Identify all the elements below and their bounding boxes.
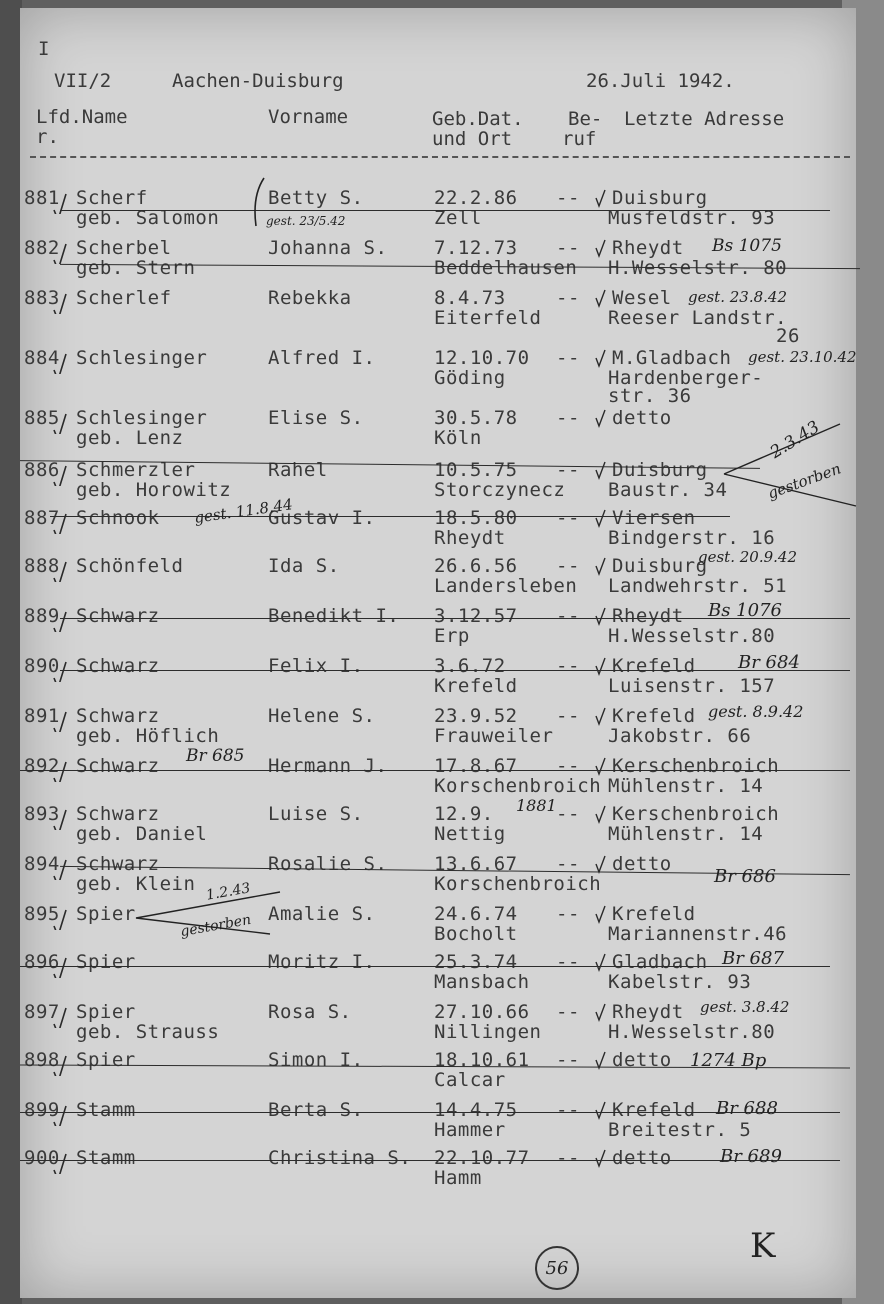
row-birthplace: Korschenbroich bbox=[434, 873, 602, 895]
row-firstname: Betty S. bbox=[268, 187, 364, 209]
row-address: Rheydt bbox=[612, 1001, 684, 1023]
col-header-name: Lfd.Name bbox=[36, 106, 128, 128]
row-birthplace: Hamm bbox=[434, 1167, 482, 1189]
row-firstname: Elise S. bbox=[268, 407, 364, 429]
row-surname: Schlesinger bbox=[76, 347, 208, 369]
col-header-adresse: Letzte Adresse bbox=[624, 108, 785, 130]
row-surname: Schwarz bbox=[76, 755, 160, 777]
row-number: 899 bbox=[24, 1099, 60, 1121]
row-birthdate: 12.9. bbox=[434, 803, 494, 825]
row-birthdate: 3.12.57 bbox=[434, 605, 518, 627]
row-number: 881 bbox=[24, 187, 60, 209]
row-surname: Stamm bbox=[76, 1147, 136, 1169]
row-address: Gladbach bbox=[612, 951, 708, 973]
row-birthplace: Zell bbox=[434, 207, 482, 229]
row-firstname: Helene S. bbox=[268, 705, 376, 727]
address-check-icon bbox=[594, 408, 606, 428]
extra-typed-884: str. 36 bbox=[608, 385, 692, 407]
row-address: detto bbox=[612, 1049, 672, 1071]
row-firstname: Ida S. bbox=[268, 555, 340, 577]
row-address: Duisburg bbox=[612, 187, 708, 209]
address-check-icon bbox=[594, 1148, 606, 1168]
row-occupation: -- bbox=[556, 605, 580, 627]
row-firstname: Gustav I. bbox=[268, 507, 376, 529]
row-address: detto bbox=[612, 853, 672, 875]
handwritten-889: Bs 1076 bbox=[708, 600, 782, 621]
row-birthplace: Hammer bbox=[434, 1119, 506, 1141]
row-occupation: -- bbox=[556, 407, 580, 429]
strike-line-890 bbox=[60, 670, 850, 671]
check-mark-icon bbox=[52, 1006, 68, 1028]
check-mark-icon bbox=[52, 242, 68, 264]
row-maiden-name: geb. Stern bbox=[76, 257, 196, 279]
row-birthplace: Krefeld bbox=[434, 675, 518, 697]
row-surname: Stamm bbox=[76, 1099, 136, 1121]
row-birthdate: 23.9.52 bbox=[434, 705, 518, 727]
row-address: Kerschenbroich bbox=[612, 803, 780, 825]
row-occupation: -- bbox=[556, 1099, 580, 1121]
handwritten-886-word: gestorben bbox=[765, 459, 844, 503]
handwritten-890: Br 684 bbox=[738, 652, 800, 673]
col-header-beruf: Be- bbox=[568, 108, 603, 130]
check-mark-icon bbox=[52, 858, 68, 880]
row-occupation: -- bbox=[556, 1001, 580, 1023]
handwritten-884: gest. 23.10.42 bbox=[748, 348, 857, 366]
handwritten-891: gest. 8.9.42 bbox=[708, 702, 804, 721]
handwritten-888: gest. 20.9.42 bbox=[698, 548, 797, 566]
row-firstname: Hermann J. bbox=[268, 755, 388, 777]
address-check-icon bbox=[594, 606, 606, 626]
row-occupation: -- bbox=[556, 705, 580, 727]
row-occupation: -- bbox=[556, 951, 580, 973]
row-address: Duisburg bbox=[612, 459, 708, 481]
header-roman: I bbox=[38, 38, 50, 60]
row-occupation: -- bbox=[556, 853, 580, 875]
header-date: 26.Juli 1942. bbox=[586, 70, 735, 92]
row-address: Krefeld bbox=[612, 705, 696, 727]
row-firstname: Moritz I. bbox=[268, 951, 376, 973]
row-surname: Schwarz bbox=[76, 705, 160, 727]
row-firstname: Amalie S. bbox=[268, 903, 376, 925]
row-number: 898 bbox=[24, 1049, 60, 1071]
row-address-street: Hardenberger- bbox=[608, 367, 764, 389]
row-birthplace: Bocholt bbox=[434, 923, 518, 945]
col-header-nr: r. bbox=[36, 126, 59, 148]
corner-mark: K bbox=[750, 1226, 776, 1266]
header-transport: VII/2 bbox=[54, 70, 112, 92]
check-mark-icon bbox=[52, 660, 68, 682]
row-birthdate: 22.10.77 bbox=[434, 1147, 530, 1169]
row-birthplace: Göding bbox=[434, 367, 506, 389]
address-check-icon bbox=[594, 188, 606, 208]
row-birthdate: 25.3.74 bbox=[434, 951, 518, 973]
row-birthdate: 8.4.73 bbox=[434, 287, 506, 309]
address-check-icon bbox=[594, 756, 606, 776]
address-check-icon bbox=[594, 706, 606, 726]
row-address-street: Kabelstr. 93 bbox=[608, 971, 752, 993]
row-surname: Scherlef bbox=[76, 287, 172, 309]
handwritten-882: Bs 1075 bbox=[712, 236, 782, 256]
col-header-geb-ort: und Ort bbox=[432, 128, 513, 150]
row-occupation: -- bbox=[556, 459, 580, 481]
strike-line-892 bbox=[20, 770, 850, 771]
row-birthdate: 18.5.80 bbox=[434, 507, 518, 529]
handwritten-892: Br 685 bbox=[186, 746, 245, 766]
row-surname: Schwarz bbox=[76, 853, 160, 875]
address-check-icon bbox=[594, 508, 606, 528]
row-number: 897 bbox=[24, 1001, 60, 1023]
row-birthplace: Nettig bbox=[434, 823, 506, 845]
strike-line-881 bbox=[60, 210, 830, 211]
row-address: detto bbox=[612, 407, 672, 429]
check-mark-icon bbox=[52, 352, 68, 374]
row-birthdate: 24.6.74 bbox=[434, 903, 518, 925]
row-firstname: Alfred I. bbox=[268, 347, 376, 369]
row-address-street: Luisenstr. 157 bbox=[608, 675, 776, 697]
row-birthplace: Landersleben bbox=[434, 575, 578, 597]
handwritten-896: Br 687 bbox=[722, 948, 784, 969]
row-number: 889 bbox=[24, 605, 60, 627]
row-address: Viersen bbox=[612, 507, 696, 529]
row-occupation: -- bbox=[556, 555, 580, 577]
row-maiden-name: geb. Horowitz bbox=[76, 479, 232, 501]
row-number: 892 bbox=[24, 755, 60, 777]
strike-line-896 bbox=[20, 966, 830, 967]
row-firstname: Johanna S. bbox=[268, 237, 388, 259]
address-check-icon bbox=[594, 460, 606, 480]
handwritten-883: gest. 23.8.42 bbox=[688, 288, 787, 306]
strike-line-887 bbox=[50, 516, 730, 517]
col-header-beruf2: ruf bbox=[562, 128, 597, 150]
row-birthplace: Frauweiler bbox=[434, 725, 554, 747]
row-surname: Spier bbox=[76, 903, 136, 925]
row-number: 894 bbox=[24, 853, 60, 875]
row-address-street: Bindgerstr. 16 bbox=[608, 527, 776, 549]
check-mark-icon bbox=[52, 956, 68, 978]
row-maiden-name: geb. Salomon bbox=[76, 207, 220, 229]
handwritten-895-arrow bbox=[130, 888, 290, 941]
row-address-street: Musfeldstr. 93 bbox=[608, 207, 776, 229]
check-mark-icon bbox=[52, 808, 68, 830]
row-birthdate: 22.2.86 bbox=[434, 187, 518, 209]
row-address: Rheydt bbox=[612, 605, 684, 627]
address-check-icon bbox=[594, 1100, 606, 1120]
row-number: 882 bbox=[24, 237, 60, 259]
row-surname: Schönfeld bbox=[76, 555, 184, 577]
row-occupation: -- bbox=[556, 287, 580, 309]
page-number: 56 bbox=[535, 1246, 579, 1290]
row-birthdate: 7.12.73 bbox=[434, 237, 518, 259]
row-birthdate: 3.6.72 bbox=[434, 655, 506, 677]
check-mark-icon bbox=[52, 610, 68, 632]
row-birthplace: Erp bbox=[434, 625, 470, 647]
row-firstname: Christina S. bbox=[268, 1147, 412, 1169]
row-maiden-name: geb. Strauss bbox=[76, 1021, 220, 1043]
row-address: Duisburg bbox=[612, 555, 708, 577]
row-number: 883 bbox=[24, 287, 60, 309]
row-occupation: -- bbox=[556, 1049, 580, 1071]
handwritten-886-date: 2.3.43 bbox=[766, 417, 824, 463]
check-mark-icon bbox=[52, 908, 68, 930]
row-address: Rheydt bbox=[612, 237, 684, 259]
address-check-icon bbox=[594, 288, 606, 308]
row-firstname: Berta S. bbox=[268, 1099, 364, 1121]
binding-edge bbox=[0, 0, 22, 1304]
row-address: M.Gladbach bbox=[612, 347, 732, 369]
row-birthdate: 12.10.70 bbox=[434, 347, 530, 369]
row-maiden-name: geb. Klein bbox=[76, 873, 196, 895]
header-route: Aachen-Duisburg bbox=[172, 70, 344, 92]
row-firstname: Rahel bbox=[268, 459, 328, 481]
row-address: Krefeld bbox=[612, 655, 696, 677]
row-address-street: Mühlenstr. 14 bbox=[608, 775, 764, 797]
row-birthplace: Mansbach bbox=[434, 971, 530, 993]
address-check-icon bbox=[594, 904, 606, 924]
row-birthplace: Rheydt bbox=[434, 527, 506, 549]
row-number: 888 bbox=[24, 555, 60, 577]
row-address-street: Jakobstr. 66 bbox=[608, 725, 752, 747]
row-surname: Schwarz bbox=[76, 803, 160, 825]
row-birthplace: Calcar bbox=[434, 1069, 506, 1091]
row-address-street: Breitestr. 5 bbox=[608, 1119, 752, 1141]
address-check-icon bbox=[594, 348, 606, 368]
row-surname: Scherf bbox=[76, 187, 148, 209]
check-mark-icon bbox=[52, 710, 68, 732]
row-occupation: -- bbox=[556, 237, 580, 259]
row-address-street: H.Wesselstr.80 bbox=[608, 625, 776, 647]
row-firstname: Rosalie S. bbox=[268, 853, 388, 875]
handwritten-895-date: 1.2.43 bbox=[204, 880, 252, 904]
address-check-icon bbox=[594, 952, 606, 972]
check-mark-icon bbox=[52, 412, 68, 434]
bracket-mark bbox=[248, 176, 268, 228]
handwritten-897: gest. 3.8.42 bbox=[700, 998, 790, 1016]
row-number: 895 bbox=[24, 903, 60, 925]
col-header-vorname: Vorname bbox=[268, 106, 349, 128]
row-occupation: -- bbox=[556, 347, 580, 369]
row-occupation: -- bbox=[556, 903, 580, 925]
row-birthdate: 10.5.75 bbox=[434, 459, 518, 481]
row-address-street: Reeser Landstr. bbox=[608, 307, 788, 329]
handwritten-886-arrow bbox=[720, 418, 860, 514]
row-surname: Spier bbox=[76, 1049, 136, 1071]
row-address-street: H.Wesselstr. 80 bbox=[608, 257, 788, 279]
row-maiden-name: geb. Lenz bbox=[76, 427, 184, 449]
row-firstname: Luise S. bbox=[268, 803, 364, 825]
handwritten-898: 1274 Bp bbox=[690, 1050, 767, 1071]
row-occupation: -- bbox=[556, 755, 580, 777]
row-birthdate: 27.10.66 bbox=[434, 1001, 530, 1023]
row-birthdate: 18.10.61 bbox=[434, 1049, 530, 1071]
row-surname: Spier bbox=[76, 1001, 136, 1023]
row-firstname: Rosa S. bbox=[268, 1001, 352, 1023]
check-mark-icon bbox=[52, 760, 68, 782]
row-number: 890 bbox=[24, 655, 60, 677]
row-birthplace: Köln bbox=[434, 427, 482, 449]
check-mark-icon bbox=[52, 560, 68, 582]
row-birthplace: Storczynecz bbox=[434, 479, 566, 501]
row-occupation: -- bbox=[556, 187, 580, 209]
row-birthdate: 17.8.67 bbox=[434, 755, 518, 777]
address-check-icon bbox=[594, 656, 606, 676]
row-number: 896 bbox=[24, 951, 60, 973]
row-surname: Schnook bbox=[76, 507, 160, 529]
row-number: 900 bbox=[24, 1147, 60, 1169]
row-number: 885 bbox=[24, 407, 60, 429]
row-birthdate: 30.5.78 bbox=[434, 407, 518, 429]
row-firstname: Simon I. bbox=[268, 1049, 364, 1071]
row-address-street: Baustr. 34 bbox=[608, 479, 728, 501]
row-birthdate: 14.4.75 bbox=[434, 1099, 518, 1121]
col-header-geb-dat: Geb.Dat. bbox=[432, 108, 524, 130]
row-surname: Spier bbox=[76, 951, 136, 973]
row-occupation: -- bbox=[556, 507, 580, 529]
row-number: 891 bbox=[24, 705, 60, 727]
handwritten-895-word: gestorben bbox=[179, 911, 253, 941]
row-occupation: -- bbox=[556, 803, 580, 825]
row-address: Wesel bbox=[612, 287, 672, 309]
address-check-icon bbox=[594, 238, 606, 258]
row-address: Krefeld bbox=[612, 903, 696, 925]
row-address-street: Landwehrstr. 51 bbox=[608, 575, 788, 597]
document-page bbox=[20, 8, 856, 1298]
row-firstname: Felix I. bbox=[268, 655, 364, 677]
row-address: detto bbox=[612, 1147, 672, 1169]
address-check-icon bbox=[594, 804, 606, 824]
handwritten-887: gest. 11.8.44 bbox=[193, 495, 294, 527]
row-number: 886 bbox=[24, 459, 60, 481]
check-mark-icon bbox=[52, 1104, 68, 1126]
handwritten-899: Br 688 bbox=[716, 1098, 778, 1119]
row-address: Kerschenbroich bbox=[612, 755, 780, 777]
row-occupation: -- bbox=[556, 1147, 580, 1169]
row-number: 893 bbox=[24, 803, 60, 825]
row-address-street: Mühlenstr. 14 bbox=[608, 823, 764, 845]
row-number: 887 bbox=[24, 507, 60, 529]
row-firstname: Benedikt I. bbox=[268, 605, 400, 627]
row-surname: Schwarz bbox=[76, 605, 160, 627]
row-birthdate: 26.6.56 bbox=[434, 555, 518, 577]
row-birthdate: 13.6.67 bbox=[434, 853, 518, 875]
row-birthplace: Nillingen bbox=[434, 1021, 542, 1043]
check-mark-icon bbox=[52, 292, 68, 314]
row-address-street: H.Wesselstr.80 bbox=[608, 1021, 776, 1043]
row-birthplace: Eiterfeld bbox=[434, 307, 542, 329]
extra-typed-883: 26 bbox=[776, 325, 800, 347]
row-surname: Scherbel bbox=[76, 237, 172, 259]
row-occupation: -- bbox=[556, 655, 580, 677]
header-divider bbox=[30, 156, 850, 158]
row-surname: Schlesinger bbox=[76, 407, 208, 429]
row-firstname: Rebekka bbox=[268, 287, 352, 309]
address-check-icon bbox=[594, 1002, 606, 1022]
row-number: 884 bbox=[24, 347, 60, 369]
handwritten-893-year: 1881 bbox=[516, 796, 557, 815]
row-address-street: Mariannenstr.46 bbox=[608, 923, 788, 945]
row-surname: Schwarz bbox=[76, 655, 160, 677]
address-check-icon bbox=[594, 556, 606, 576]
check-mark-icon bbox=[52, 1152, 68, 1174]
strike-line-900 bbox=[20, 1160, 840, 1161]
row-maiden-name: geb. Daniel bbox=[76, 823, 208, 845]
row-maiden-name: geb. Höflich bbox=[76, 725, 220, 747]
check-mark-icon bbox=[52, 464, 68, 486]
row-address: Krefeld bbox=[612, 1099, 696, 1121]
row-birthplace: Korschenbroich bbox=[434, 775, 602, 797]
handwritten-881: gest. 23/5.42 bbox=[266, 214, 346, 228]
row-birthplace: Beddelhausen bbox=[434, 257, 578, 279]
handwritten-894: Br 686 bbox=[714, 866, 776, 887]
handwritten-900: Br 689 bbox=[720, 1146, 782, 1167]
row-surname: Schmerzler bbox=[76, 459, 196, 481]
